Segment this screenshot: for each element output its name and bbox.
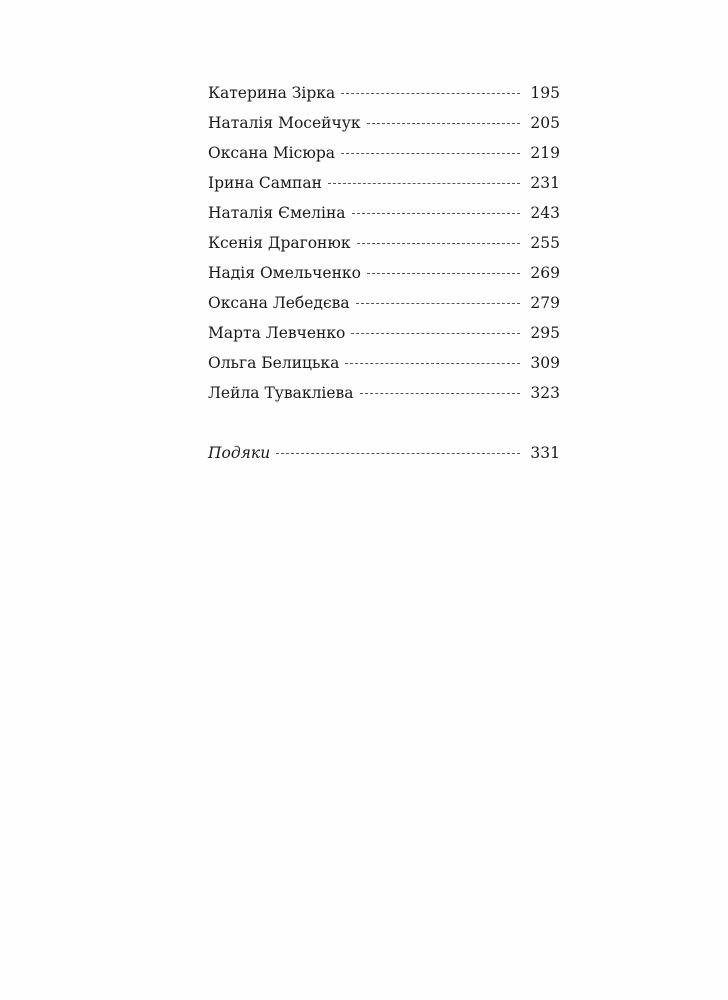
toc-entry-page: 205 bbox=[530, 114, 560, 132]
dotted-leader bbox=[341, 93, 520, 94]
dotted-leader bbox=[367, 123, 521, 124]
toc-entry-name: Марта Левченко bbox=[208, 324, 346, 342]
toc-entry bbox=[208, 228, 560, 258]
toc-entry-page: 219 bbox=[530, 144, 560, 162]
toc-entry bbox=[208, 318, 560, 348]
toc-entry-name: Надія Омельченко bbox=[208, 264, 361, 282]
toc-entry bbox=[208, 348, 560, 378]
dotted-leader bbox=[351, 333, 520, 334]
toc-entry bbox=[208, 138, 560, 168]
toc-entry-page: 269 bbox=[530, 264, 560, 282]
toc-entry-page: 255 bbox=[530, 234, 560, 252]
toc-entry-name: Ксенія Драгонюк bbox=[208, 234, 351, 252]
toc-entry-page: 231 bbox=[530, 174, 560, 192]
toc-entry bbox=[208, 108, 560, 138]
toc-entry-page: 243 bbox=[530, 204, 560, 222]
toc-entry-name: Подяки bbox=[208, 444, 271, 462]
dotted-leader bbox=[345, 363, 520, 364]
toc-entry-name: Оксана Місюра bbox=[208, 144, 335, 162]
dotted-leader bbox=[341, 153, 520, 154]
toc-entry bbox=[208, 78, 560, 108]
toc-entry-name: Лейла Тувакліева bbox=[208, 384, 354, 402]
toc-entry-page: 195 bbox=[530, 84, 560, 102]
toc-entry bbox=[208, 198, 560, 228]
toc-entry-acknowledgements bbox=[208, 438, 560, 468]
toc-entry-page: 331 bbox=[530, 444, 560, 462]
toc-entry-name: Ольга Белицька bbox=[208, 354, 340, 372]
dotted-leader bbox=[328, 183, 520, 184]
dotted-leader bbox=[356, 303, 521, 304]
dotted-leader bbox=[367, 273, 520, 274]
dotted-leader bbox=[352, 213, 521, 214]
dotted-leader bbox=[276, 453, 520, 454]
toc-entry-name: Ірина Сампан bbox=[208, 174, 322, 192]
toc-entry bbox=[208, 288, 560, 318]
toc-entry-name: Катерина Зірка bbox=[208, 84, 336, 102]
toc-entry-name: Наталія Ємеліна bbox=[208, 204, 346, 222]
toc-entry-page: 295 bbox=[530, 324, 560, 342]
toc-entry bbox=[208, 378, 560, 408]
dotted-leader bbox=[357, 243, 521, 244]
toc-spacer bbox=[208, 408, 560, 438]
dotted-leader bbox=[360, 393, 521, 394]
toc-entry-name: Наталія Мосейчук bbox=[208, 114, 361, 132]
toc-entry bbox=[208, 258, 560, 288]
toc-entry bbox=[208, 168, 560, 198]
toc-entry-page: 279 bbox=[530, 294, 560, 312]
toc-entry-name: Оксана Лебедєва bbox=[208, 294, 350, 312]
toc-entry-page: 323 bbox=[530, 384, 560, 402]
toc-entry-page: 309 bbox=[530, 354, 560, 372]
table-of-contents bbox=[208, 78, 560, 468]
